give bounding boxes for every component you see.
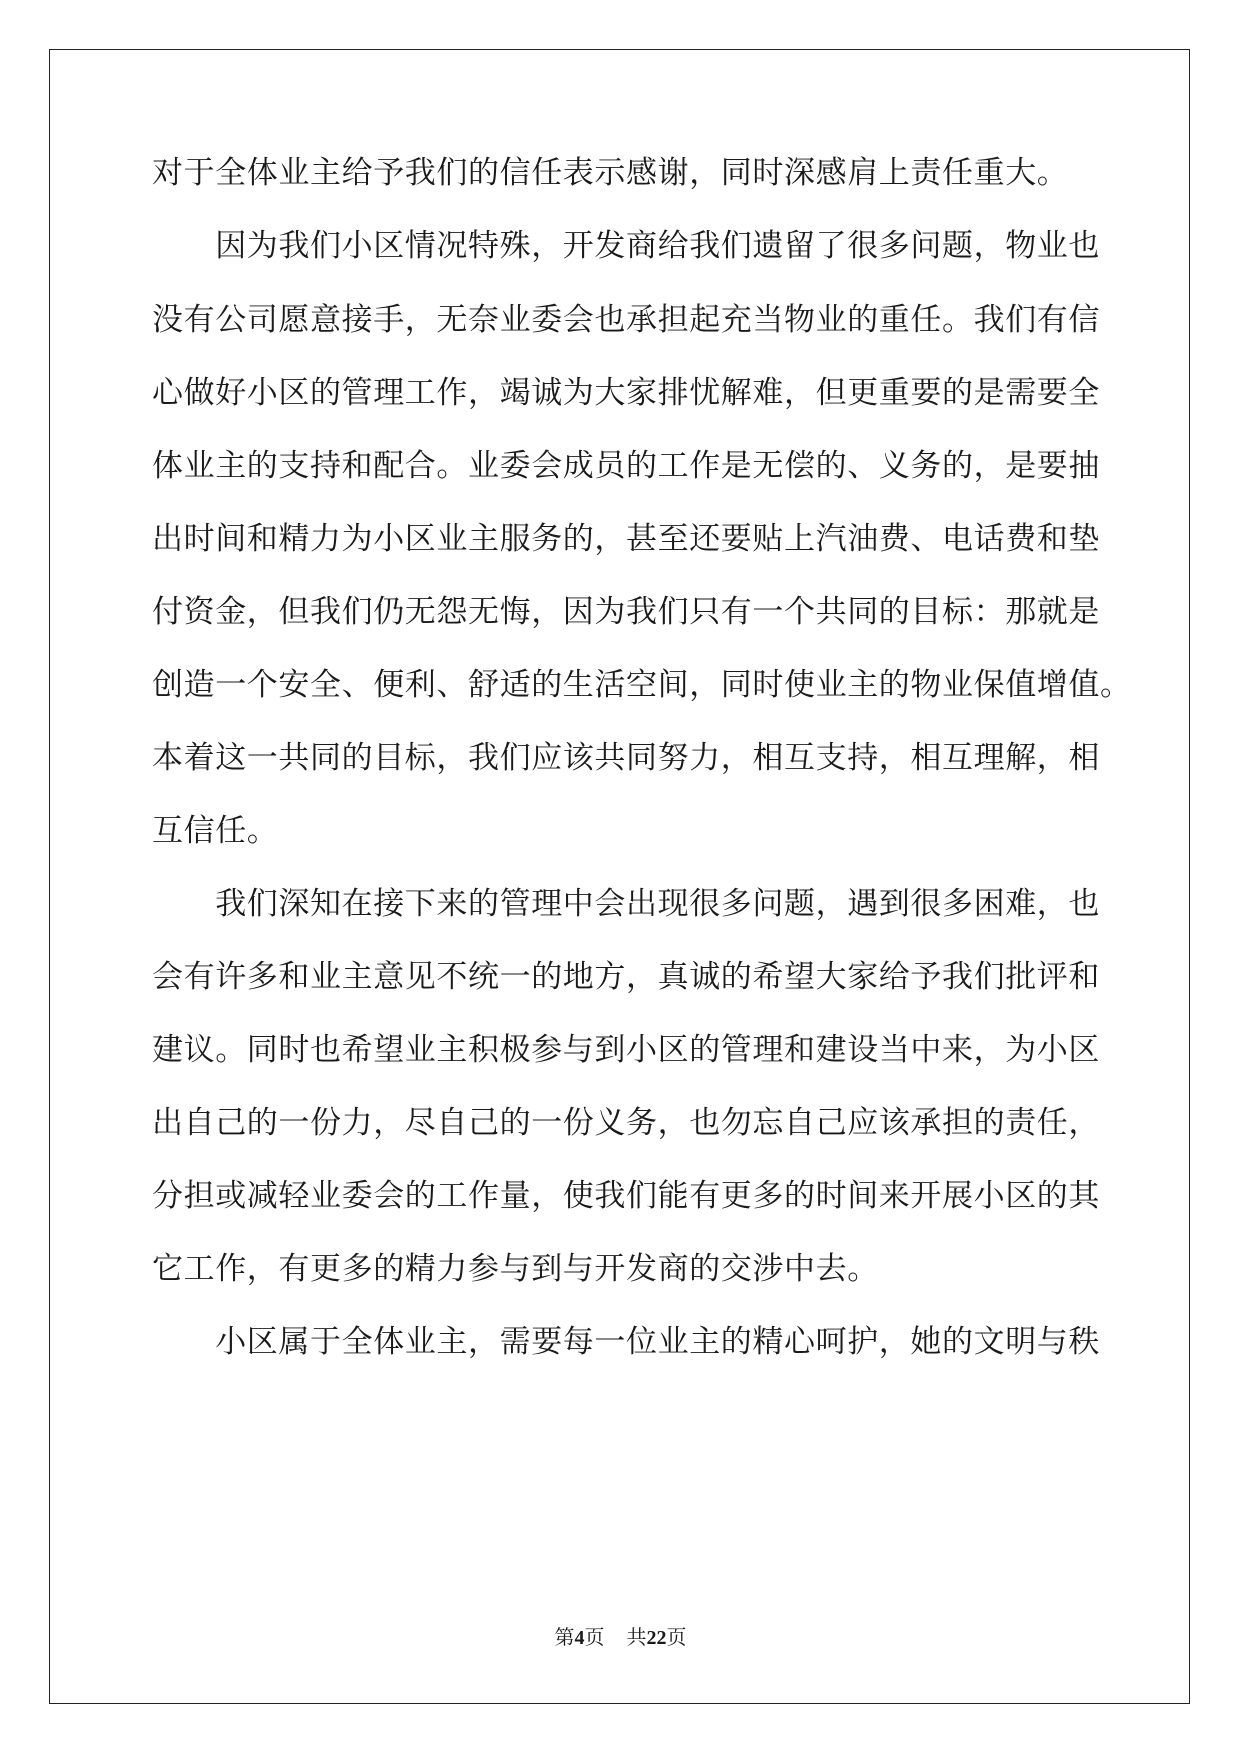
text-line: 出时间和精力为小区业主服务的，甚至还要贴上汽油费、电话费和垫 <box>152 521 1100 557</box>
total-suffix: 页 <box>666 1627 687 1649</box>
text-line: 互信任。 <box>152 813 279 849</box>
page-footer <box>0 1625 1241 1651</box>
total-pages: 22 <box>646 1627 667 1649</box>
page-suffix: 页 <box>584 1627 605 1649</box>
text-line: 心做好小区的管理工作，竭诚为大家排忧解难，但更重要的是需要全 <box>152 375 1100 411</box>
text-line: 它工作，有更多的精力参与到与开发商的交涉中去。 <box>152 1251 879 1287</box>
text-line: 小区属于全体业主，需要每一位业主的精心呵护，她的文明与秩 <box>152 1324 1100 1360</box>
page-number: 4 <box>574 1627 585 1649</box>
page-border <box>49 49 1190 1704</box>
text-line: 体业主的支持和配合。业委会成员的工作是无偿的、义务的，是要抽 <box>152 448 1100 484</box>
text-line: 对于全体业主给予我们的信任表示感谢，同时深感肩上责任重大。 <box>152 155 1069 191</box>
text-line: 没有公司愿意接手，无奈业委会也承担起充当物业的重任。我们有信 <box>152 302 1100 338</box>
text-line: 建议。同时也希望业主积极参与到小区的管理和建设当中来，为小区 <box>152 1032 1100 1068</box>
text-line: 付资金，但我们仍无怨无悔，因为我们只有一个共同的目标：那就是 <box>152 594 1100 630</box>
page-prefix: 第 <box>554 1627 575 1649</box>
text-line: 出自己的一份力，尽自己的一份义务，也勿忘自己应该承担的责任， <box>152 1105 1100 1141</box>
text-line: 会有许多和业主意见不统一的地方，真诚的希望大家给予我们批评和 <box>152 959 1100 995</box>
text-line: 我们深知在接下来的管理中会出现很多问题，遇到很多困难，也 <box>152 886 1100 922</box>
total-prefix: 共 <box>626 1627 647 1649</box>
text-line: 创造一个安全、便利、舒适的生活空间，同时使业主的物业保值增值。 <box>152 667 1132 703</box>
text-line: 分担或减轻业委会的工作量，使我们能有更多的时间来开展小区的其 <box>152 1178 1100 1214</box>
text-line: 因为我们小区情况特殊，开发商给我们遗留了很多问题，物业也 <box>152 228 1100 264</box>
text-line: 本着这一共同的目标，我们应该共同努力，相互支持，相互理解，相 <box>152 740 1100 776</box>
